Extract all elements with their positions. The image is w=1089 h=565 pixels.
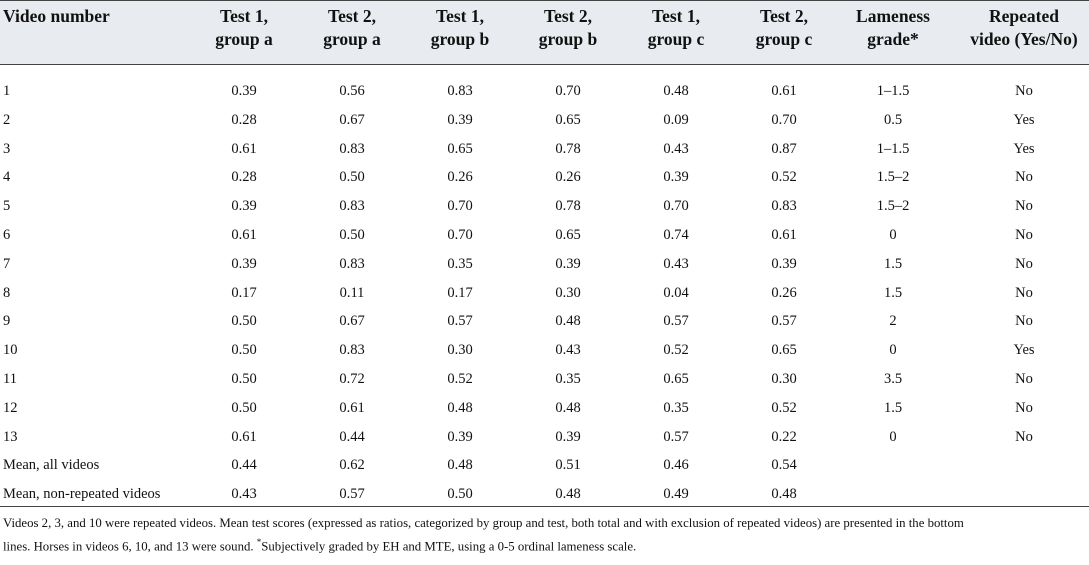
cell-video-number: 12 <box>3 399 18 416</box>
header-line: Test 1, <box>652 6 700 26</box>
cell-repeated-video: No <box>1015 284 1033 301</box>
cell-test1-group-b: 0.30 <box>447 342 473 359</box>
cell-test1-group-a: 0.50 <box>231 399 257 416</box>
cell-video-number: Mean, non-repeated videos <box>3 486 161 503</box>
cell-test2-group-c: 0.61 <box>771 227 797 243</box>
cell-repeated-video: No <box>1015 371 1033 387</box>
header-line: group b <box>430 29 490 49</box>
cell-lameness-grade: 1.5 <box>883 284 903 301</box>
cell-test2-group-c: 0.87 <box>771 140 797 157</box>
table-row <box>0 451 1089 480</box>
footnote-asterisk: * <box>256 537 262 547</box>
cell-lameness-grade: 0.5 <box>883 111 903 128</box>
cell-test1-group-a: 0.50 <box>231 342 257 359</box>
cell-repeated-video <box>969 451 1079 480</box>
cell-test2-group-b: 0.48 <box>555 313 581 330</box>
cell-test1-group-b: 0.70 <box>447 198 473 215</box>
cell-test2-group-a: 0.56 <box>339 83 365 99</box>
header-line: Repeated <box>989 6 1059 26</box>
cell-test2-group-c: 0.70 <box>771 111 797 128</box>
cell-test1-group-c: 0.52 <box>663 342 689 359</box>
cell-lameness-grade <box>838 480 948 509</box>
cell-test1-group-b: 0.48 <box>447 399 473 416</box>
cell-test2-group-a: 0.72 <box>339 371 365 387</box>
cell-video-number: 10 <box>3 342 18 359</box>
table-row <box>0 480 1089 509</box>
cell-test1-group-a: 0.39 <box>231 255 257 272</box>
cell-repeated-video: No <box>1015 399 1033 416</box>
cell-lameness-grade: 1.5 <box>883 255 903 272</box>
header-test2-group-a <box>297 5 407 51</box>
cell-test2-group-c: 0.30 <box>771 371 797 387</box>
cell-video-number: 6 <box>3 227 11 243</box>
header-line: group b <box>538 29 598 49</box>
cell-test2-group-a: 0.50 <box>339 169 365 186</box>
cell-test1-group-a: 0.44 <box>231 457 257 474</box>
header-lameness-grade <box>838 5 948 51</box>
cell-test1-group-b: 0.70 <box>447 227 473 243</box>
cell-test2-group-c: 0.26 <box>771 284 797 301</box>
header-test1-group-b <box>405 5 515 51</box>
cell-test1-group-a: 0.39 <box>231 198 257 215</box>
header-line: group a <box>323 29 381 49</box>
cell-test2-group-a: 0.67 <box>339 313 365 330</box>
table-row <box>0 279 1089 308</box>
cell-test2-group-a: 0.62 <box>339 457 365 474</box>
cell-video-number: 2 <box>3 111 11 128</box>
cell-lameness-grade: 1–1.5 <box>876 83 910 99</box>
cell-lameness-grade: 2 <box>889 313 897 330</box>
header-line: Test 2, <box>760 6 808 26</box>
cell-test1-group-c: 0.43 <box>663 255 689 272</box>
cell-test2-group-a: 0.57 <box>339 486 365 503</box>
cell-video-number: 13 <box>3 428 18 445</box>
cell-repeated-video: No <box>1015 255 1033 272</box>
header-line: video (Yes/No) <box>970 29 1078 49</box>
cell-video-number: 4 <box>3 169 11 186</box>
cell-test1-group-b: 0.50 <box>447 486 473 503</box>
cell-test2-group-b: 0.39 <box>555 428 581 445</box>
header-line: Video number <box>3 6 110 26</box>
table-row <box>0 250 1089 279</box>
cell-repeated-video: No <box>1015 428 1033 445</box>
cell-test2-group-c: 0.61 <box>771 83 797 99</box>
cell-test2-group-b: 0.78 <box>555 140 581 157</box>
cell-test1-group-b: 0.48 <box>447 457 473 474</box>
cell-test1-group-b: 0.17 <box>447 284 473 301</box>
cell-lameness-grade: 1–1.5 <box>876 140 910 157</box>
table-row <box>0 336 1089 365</box>
cell-test2-group-b: 0.48 <box>555 399 581 416</box>
cell-lameness-grade: 0 <box>889 342 897 359</box>
table-row <box>0 423 1089 452</box>
cell-test2-group-c: 0.54 <box>771 457 797 474</box>
cell-lameness-grade: 1.5–2 <box>876 198 910 215</box>
cell-lameness-grade: 0 <box>889 227 897 243</box>
cell-test1-group-a: 0.61 <box>231 140 257 157</box>
cell-repeated-video: No <box>1015 198 1033 215</box>
table-row <box>0 307 1089 336</box>
cell-test1-group-b: 0.57 <box>447 313 473 330</box>
cell-repeated-video: No <box>1015 83 1033 99</box>
cell-test1-group-a: 0.43 <box>231 486 257 503</box>
cell-test1-group-a: 0.61 <box>231 227 257 243</box>
header-test1-group-a <box>189 5 299 51</box>
cell-test2-group-a: 0.61 <box>339 399 365 416</box>
cell-test1-group-b: 0.35 <box>447 255 473 272</box>
cell-test2-group-c: 0.57 <box>771 313 797 330</box>
cell-test2-group-c: 0.83 <box>771 198 797 215</box>
cell-test1-group-c: 0.57 <box>663 313 689 330</box>
cell-test2-group-a: 0.44 <box>339 428 365 445</box>
header-video-number <box>3 5 110 28</box>
cell-test1-group-c: 0.74 <box>663 227 689 243</box>
cell-test1-group-a: 0.61 <box>231 428 257 445</box>
table-footnote <box>3 514 1083 556</box>
cell-test1-group-b: 0.39 <box>447 428 473 445</box>
cell-test2-group-c: 0.65 <box>771 342 797 359</box>
cell-test2-group-b: 0.65 <box>555 227 581 243</box>
cell-test1-group-a: 0.28 <box>231 169 257 186</box>
cell-video-number: 3 <box>3 140 11 157</box>
table-bottom-rule <box>0 506 1089 507</box>
footnote-line-2 <box>3 533 1083 556</box>
cell-video-number: 11 <box>3 371 17 387</box>
header-line: group a <box>215 29 273 49</box>
cell-repeated-video: Yes <box>1013 111 1035 128</box>
cell-test2-group-a: 0.11 <box>339 284 365 301</box>
footnote-line-2b: Subjectively graded by EH and MTE, using a 0-5 ordinal lameness scale. <box>261 539 637 554</box>
footnote-line-1: Videos 2, 3, and 10 were repeated videos. Mean test scores (expressed as ratios, categorized by group and test, both total and with exclusion of repeated videos) are presented in the bottom <box>3 516 964 530</box>
cell-video-number: Mean, all videos <box>3 457 100 474</box>
cell-test1-group-c: 0.39 <box>663 169 689 186</box>
cell-test1-group-a: 0.39 <box>231 83 257 99</box>
cell-test2-group-c: 0.52 <box>771 169 797 186</box>
cell-test2-group-a: 0.83 <box>339 140 365 157</box>
cell-test1-group-c: 0.43 <box>663 140 689 157</box>
cell-test2-group-c: 0.52 <box>771 399 797 416</box>
cell-video-number: 8 <box>3 284 11 301</box>
cell-test2-group-b: 0.48 <box>555 486 581 503</box>
cell-test1-group-c: 0.04 <box>663 284 689 301</box>
table-row <box>0 135 1089 164</box>
cell-test1-group-c: 0.57 <box>663 428 689 445</box>
cell-test2-group-a: 0.83 <box>339 198 365 215</box>
cell-test2-group-c: 0.22 <box>771 428 797 445</box>
cell-video-number: 9 <box>3 313 11 330</box>
cell-test1-group-a: 0.50 <box>231 371 257 387</box>
cell-test2-group-b: 0.70 <box>555 83 581 99</box>
cell-test2-group-b: 0.39 <box>555 255 581 272</box>
cell-test2-group-b: 0.65 <box>555 111 581 128</box>
table-row <box>0 365 1089 394</box>
table-row <box>0 163 1089 192</box>
header-test2-group-c <box>729 5 839 51</box>
cell-test2-group-a: 0.83 <box>339 342 365 359</box>
cell-video-number: 1 <box>3 83 11 99</box>
table-row <box>0 106 1089 135</box>
cell-video-number: 7 <box>3 255 11 272</box>
footnote-line-2a: lines. Horses in videos 6, 10, and 13 were sound. <box>3 539 257 554</box>
cell-lameness-grade: 1.5 <box>883 399 903 416</box>
table-row <box>0 394 1089 423</box>
cell-test1-group-a: 0.28 <box>231 111 257 128</box>
header-line: Test 2, <box>544 6 592 26</box>
cell-repeated-video: No <box>1015 169 1033 186</box>
cell-repeated-video <box>969 480 1079 509</box>
header-line: grade* <box>867 29 919 49</box>
cell-test1-group-b: 0.52 <box>447 371 473 387</box>
cell-lameness-grade: 0 <box>889 428 897 445</box>
cell-test2-group-b: 0.51 <box>555 457 581 474</box>
header-line: Test 1, <box>436 6 484 26</box>
header-line: Test 1, <box>220 6 268 26</box>
cell-test2-group-b: 0.30 <box>555 284 581 301</box>
cell-test2-group-b: 0.35 <box>555 371 581 387</box>
cell-test2-group-a: 0.83 <box>339 255 365 272</box>
cell-test1-group-c: 0.48 <box>663 83 689 99</box>
header-test2-group-b <box>513 5 623 51</box>
cell-test2-group-a: 0.67 <box>339 111 365 128</box>
header-test1-group-c <box>621 5 731 51</box>
cell-test1-group-b: 0.39 <box>447 111 473 128</box>
table-row <box>0 77 1089 106</box>
cell-test2-group-b: 0.78 <box>555 198 581 215</box>
cell-test1-group-c: 0.09 <box>663 111 689 128</box>
cell-test1-group-a: 0.50 <box>231 313 257 330</box>
cell-test2-group-a: 0.50 <box>339 227 365 243</box>
header-repeated-video <box>959 5 1089 51</box>
cell-repeated-video: Yes <box>1013 140 1035 157</box>
cell-repeated-video: Yes <box>1013 342 1035 359</box>
cell-test1-group-c: 0.65 <box>663 371 689 387</box>
header-line: group c <box>755 29 813 49</box>
cell-test1-group-c: 0.46 <box>663 457 689 474</box>
cell-lameness-grade: 3.5 <box>883 371 903 387</box>
cell-video-number: 5 <box>3 198 11 215</box>
cell-test2-group-b: 0.26 <box>555 169 581 186</box>
cell-test1-group-c: 0.70 <box>663 198 689 215</box>
header-line: Lameness <box>856 6 930 26</box>
cell-test1-group-c: 0.49 <box>663 486 689 503</box>
cell-test1-group-b: 0.65 <box>447 140 473 157</box>
table-header <box>0 0 1089 65</box>
cell-test1-group-a: 0.17 <box>231 284 257 301</box>
header-line: group c <box>647 29 705 49</box>
cell-repeated-video: No <box>1015 313 1033 330</box>
cell-test2-group-c: 0.48 <box>771 486 797 503</box>
cell-test1-group-c: 0.35 <box>663 399 689 416</box>
cell-test1-group-b: 0.83 <box>447 83 473 99</box>
cell-test2-group-c: 0.39 <box>771 255 797 272</box>
cell-lameness-grade: 1.5–2 <box>876 169 910 186</box>
table-row <box>0 192 1089 221</box>
cell-lameness-grade <box>838 451 948 480</box>
table-row <box>0 221 1089 250</box>
cell-test1-group-b: 0.26 <box>447 169 473 186</box>
header-line: Test 2, <box>328 6 376 26</box>
cell-test2-group-b: 0.43 <box>555 342 581 359</box>
cell-repeated-video: No <box>1015 227 1033 243</box>
